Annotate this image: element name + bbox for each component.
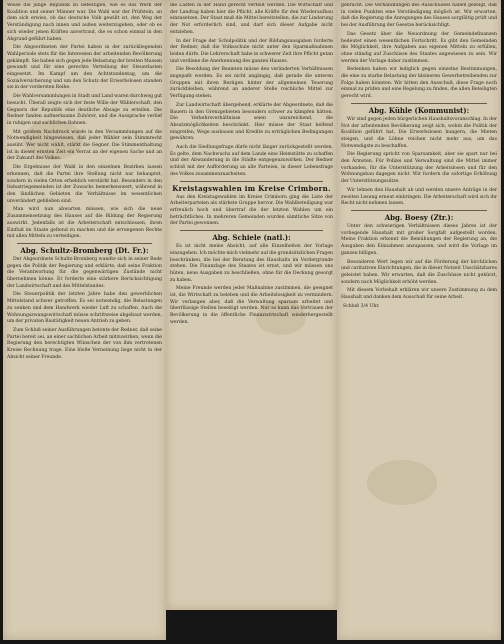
- middle-paragraph: Es ist nicht meine Absicht, auf alle Einzelheiten der Vorlage einzugehen. Ich möchte mich vielmehr auf die grundsätzlichen Fragen beschränken, die bei der Beratung des Haushalts im Vordergrunde stehen. Die Finanzlage des Staates ist ernst, und wir müssen uns hüten, neue Ausgaben zu beschließen, ohne für die Deckung gesorgt zu haben.: [170, 244, 333, 283]
- section-divider: [17, 243, 152, 244]
- left-paragraph: Die Wahlversammlungen in Stadt und Land waren durchweg gut besucht. Überall zeigte sich der feste Wille der Wählerschaft, den Gegnern der Republik eine deutliche Absage zu erteilen. Die Redner fanden aufmerksame Zuhörer, und die Aussprache verlief in ruhigen und sachlichen Bahnen.: [7, 94, 162, 126]
- right-paragraph: Wir lehnen den Haushalt ab und werden unsere Anträge in der zweiten Lesung erneut einbringen. Die Arbeiterschaft wird sich ihr Recht nicht nehmen lassen.: [341, 187, 497, 207]
- right-paragraph: gebracht. Die Verhandlungen des Ausschusses haben gezeigt, daß in vielen Punkten eine Verständigung möglich ist. Wir erwarten, daß die Regierung die Anregungen des Hauses sorgfältig prüft und bei der Ausführung der Gesetze berücksichtigt.: [341, 3, 497, 29]
- right-paragraph: Besonderen Wert legen wir auf die Förderung der kirchlichen und caritativen Einrichtungen, die in dieser Notzeit Unschätzbares geleistet haben. Wir erwarten, daß die Zuschüsse nicht gekürzt, sondern nach Möglichkeit erhöht werden.: [341, 259, 497, 285]
- left-paragraph: Mit großem Nachdruck wurde in den Versammlungen auf die Notwendigkeit hingewiesen, daß jeder Wähler sein Stimmrecht ausübt. Wer nicht wählt, stärkt die Gegner. Die Stimmenthaltung ist in dieser ernsten Zeit ein Verrat an der eigenen Sache und an der Zukunft des Volkes.: [7, 129, 162, 162]
- right-paragraph: Bedenken haben wir lediglich gegen einzelne Bestimmungen, die eine zu starke Belastung der kleineren Gewerbetreibenden zur Folge haben könnten. Wir bitten den Ausschuß, diese Frage noch einmal zu prüfen und eine Regelung zu finden, die allen Beteiligten gerecht wird.: [341, 67, 497, 100]
- speaker-heading: Abg. Schiele (natl.):: [212, 233, 291, 243]
- middle-paragraph: die Lasten in der Hand gerecht verteilt werden. Die Wirtschaft und der Landtag haben hier die Pflicht, alle Kräfte für den Wiederaufbau einzusetzen. Der Staat muß die Mittel bereitstellen, die zur Linderung der Not erforderlich sind, und darf sich dieser Aufgabe nicht entziehen.: [170, 3, 333, 35]
- middle-paragraph: Aus den Kreistagswahlen im Kreise Crimborn ging die Liste der Arbeiterparteien als stärkste Gruppe hervor. Die Wahlbeteiligung war erfreulich hoch und übertraf die der letzten Wahlen um ein beträchtliches. In mehreren Gemeinden wurden sämtliche Sitze von der Partei gewonnen.: [170, 194, 333, 227]
- section-divider: [180, 230, 323, 231]
- closing-note: Schluß 3/4 Uhr.: [343, 303, 380, 309]
- middle-paragraph: Meine Freunde werden jeder Maßnahme zustimmen, die geeignet ist, die Wirtschaft zu beleben und die Arbeitslosigkeit zu vermindern. Wir verlangen aber, daß die Verwaltung sparsam arbeitet und überflüssige Stellen beseitigt werden. Nur so kann das Vertrauen der Bevölkerung in die öffentliche Finanzwirtschaft wiederhergestellt werden.: [170, 286, 333, 325]
- speaker-heading: Abg. Kühle (Kommunist):: [368, 105, 470, 115]
- left-paragraph: Weise die junge Republik zu befestigen, wie es das Werk der Koalition und seiner Männer war. Die Wahl war der Prüfstein, an dem sich erwies, ob das deutsche Volk gewillt ist, den Weg der Verständigung nach innen und außen weiterzugehen, oder ob es sich wieder jenen Kräften anvertraut, die es schon einmal in den Abgrund geführt haben.: [7, 3, 162, 42]
- middle-column: [170, 3, 333, 607]
- middle-paragraph: Zur Landwirtschaft übergehend, erklärte der Abgeordnete, daß die Bauern in den Grenzgebieten besonders schwer zu kämpfen hätten. Die Verkehrsverhältnisse seien unzureichend, die Absatzmöglichkeiten beschränkt. Hier müsse der Staat helfend eingreifen, Wege ausbauen und Kredite zu erträglichen Bedingungen gewähren.: [170, 102, 333, 142]
- right-paragraph: Unter den schwierigen Verhältnissen dieses Jahres ist der vorliegende Haushalt mit großer Sorgfalt aufgestellt worden. Meine Fraktion erkennt die Bemühungen der Regierung an, die Ausgaben den Einnahmen anzupassen, und wird die Vorlage im ganzen billigen.: [341, 223, 497, 256]
- section-divider: [180, 181, 323, 182]
- speaker-heading: Abg. Boesy (Ztr.):: [384, 212, 454, 222]
- right-paragraph: Wir sind gegen jeden bürgerlichen Haushaltsvoranschlag. In der Not der arbeitenden Bevölkerung zeigt sich, wohin die Politik der Koalition geführt hat. Die Erwerbslosen hungern, die Mieten steigen, und die Löhne reichen nicht mehr aus, um das Notwendigste zu beschaffen.: [341, 116, 497, 149]
- left-column: [7, 3, 162, 637]
- clipping-right: [337, 0, 501, 640]
- middle-paragraph: In der Frage der Schulpolitik und der Bildungsausgaben forderte der Redner, daß die Volksschule nicht unter den Sparmaßnahmen leiden dürfe. Die Lehrerschaft habe in schwerer Zeit ihre Pflicht getan und verdiene die Anerkennung des ganzen Hauses.: [170, 38, 333, 64]
- right-paragraph: Mit diesem Vorbehalt erklären wir unsere Zustimmung zu dem Haushalt und danken dem Ausschuß für seine Arbeit.: [341, 288, 497, 301]
- left-paragraph: Man wird nun abwarten müssen, wie sich die neue Zusammensetzung des Hauses auf die Bildung der Regierung auswirkt. Jedenfalls ist die Arbeiterschaft entschlossen, ihren Einfluß im Staate geltend zu machen und die errungenen Rechte mit allen Mitteln zu verteidigen.: [7, 207, 162, 240]
- clipping-middle: [166, 0, 337, 610]
- left-paragraph: Die Abgeordneten der Partei haben in der zurückliegenden Wahlperiode stets für die Interessen der arbeitenden Bevölkerung gekämpft. Sie haben sich gegen jede Belastung der breiten Massen gewandt und für eine gerechte Verteilung der Steuerlasten eingesetzt. Im Kampf um den Achtstundentag, um die Sozialversicherung und um den Schutz der Erwerbslosen standen sie in der vordersten Reihe.: [7, 45, 162, 91]
- middle-paragraph: Auch die Siedlungsfrage dürfe nicht länger zurückgestellt werden. Es gelte, dem Nachwuchs auf dem Lande eine Heimstätte zu schaffen und der Abwanderung in die Städte entgegenzuwirken. Der Redner schloß mit der Aufforderung an alle Parteien, in dieser Lebensfrage des Volkes zusammenzuarbeiten.: [170, 145, 333, 177]
- speaker-heading: Abg. Schultz-Bromberg (Dt. Fr.):: [20, 245, 149, 255]
- section-divider: [351, 103, 487, 104]
- left-paragraph: Die Steuerpolitik der letzten Jahre habe den gewerblichen Mittelstand schwer getroffen. Es sei notwendig, die Belastungen zu senken und dem Handwerk wieder Luft zu schaffen. Auch die Wohnungszwangswirtschaft müsse schrittweise abgebaut werden, um der privaten Bautätigkeit neuen Antrieb zu geben.: [7, 292, 162, 325]
- right-column: [341, 3, 497, 637]
- left-paragraph: Zum Schluß seiner Ausführungen betonte der Redner, daß seine Partei bereit sei, an einer sachlichen Arbeit mitzuwirken, wenn die Regierung den berechtigten Wünschen der von ihm vertretenen Kreise Rechnung trage. Eine bloße Verneinung liege nicht in der Absicht seiner Freunde.: [7, 327, 162, 360]
- right-paragraph: Die Regierung spricht von Sparsamkeit, aber sie spart nur bei den Ärmsten. Für Polizei und Verwaltung sind die Mittel immer vorhanden, für die Unterstützung der Arbeitslosen und für den Wohnungsbau dagegen nicht. Wir fordern die sofortige Erhöhung der Unterstützungssätze.: [341, 152, 497, 185]
- left-paragraph: Der Abgeordnete Schultz-Bromberg wandte sich in seiner Rede gegen die Politik der Regierung und erklärte, daß seine Fraktion die Verantwortung für die gegenwärtigen Zustände nicht übernehmen könne. Er forderte eine stärkere Berücksichtigung der Landwirtschaft und des Mittelstandes.: [7, 256, 162, 289]
- section-heading: Kreistagswahlen im Kreise Crimborn.: [172, 183, 331, 193]
- left-paragraph: Die Ergebnisse der Wahl in den einzelnen Bezirken lassen erkennen, daß die Partei ihre Stellung nicht nur behauptet, sondern in vielen Orten erheblich verstärkt hat. Besonders in den Industriegemeinden ist der Zuwachs bemerkenswert, während in den ländlichen Gebieten die Verhältnisse im wesentlichen unverändert geblieben sind.: [7, 165, 162, 204]
- section-divider: [351, 210, 487, 211]
- right-paragraph: Das Gesetz über die Neuordnung der Gemeindefinanzen bedeutet einen wesentlichen Fortschritt. Es gibt den Gemeinden die Möglichkeit, ihre Aufgaben aus eigenen Mitteln zu erfüllen, ohne ständig auf Zuschüsse des Staates angewiesen zu sein. Wir werden der Vorlage daher zustimmen.: [341, 31, 497, 64]
- clipping-left: [3, 0, 166, 640]
- middle-paragraph: Die Besoldung der Beamten müsse den veränderten Verhältnissen angepaßt werden. Es sei nicht angängig, daß gerade die unteren Gruppen mit ihren Bezügen hinter der allgemeinen Teuerung zurückbleiben, während an anderer Stelle reichliche Mittel zur Verfügung stehen.: [170, 67, 333, 100]
